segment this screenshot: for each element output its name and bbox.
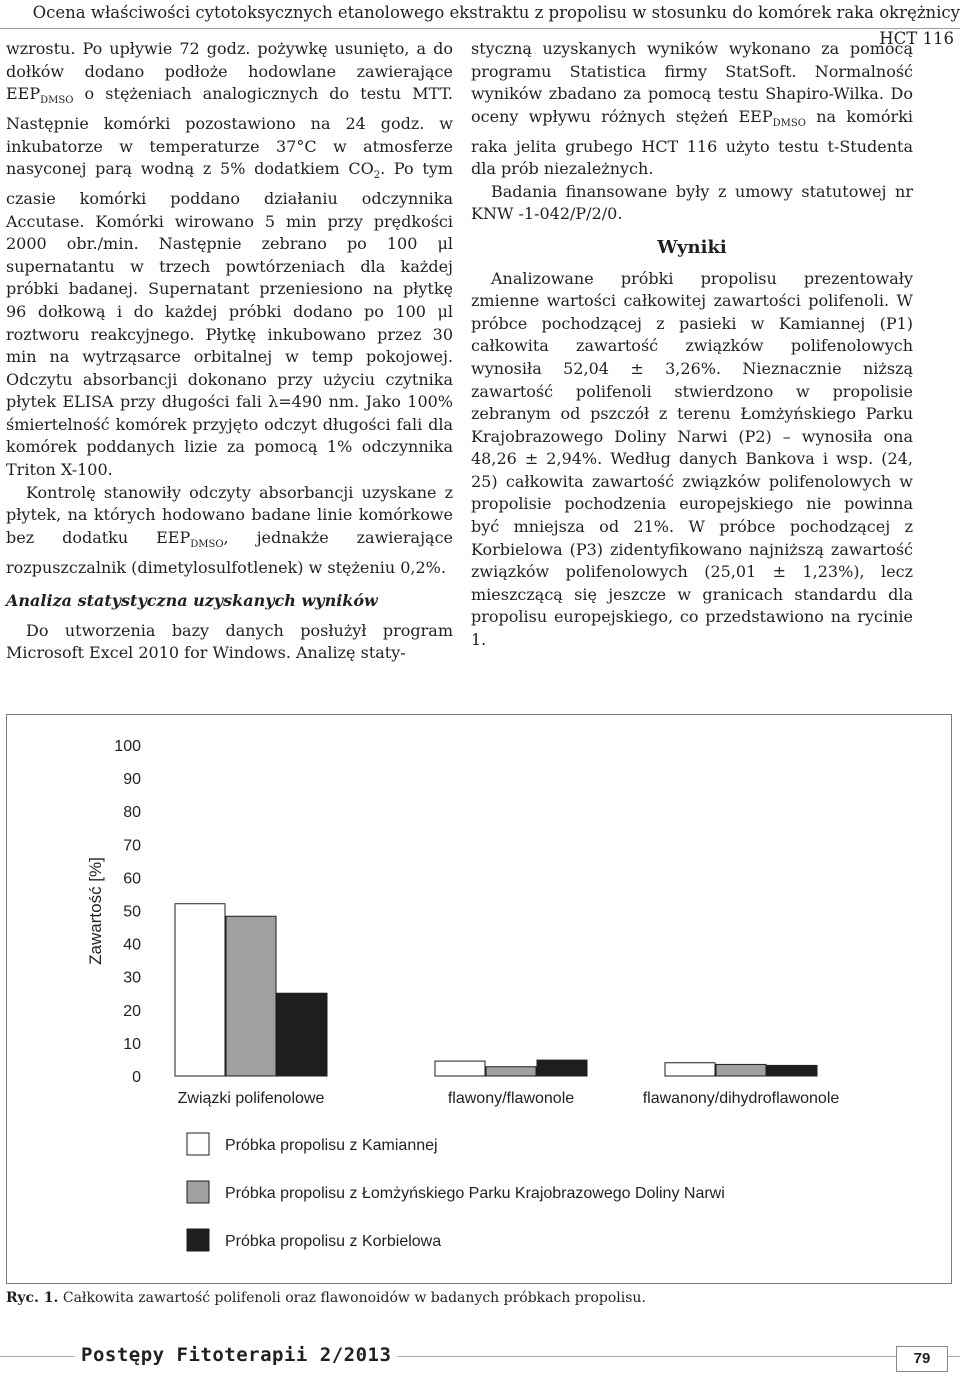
paragraph: Kontrolę stanowiły odczyty absorbancji uzyskane z płytek, na których hodowano badane linie komórkowe bez dodatku $EEP_{DMSO}$, jednakże zawierające rozpuszczalnik (dimetylosulfotlenek) w stężeniu 0,2%. xyxy=(6,482,453,577)
bar xyxy=(767,1065,817,1076)
bar xyxy=(175,904,225,1076)
legend-swatch xyxy=(187,1133,209,1155)
page-footer xyxy=(0,1338,960,1374)
legend-label: Próbka propolisu z Kamiannej xyxy=(225,1137,438,1154)
x-category-label: flawony/flawonole xyxy=(447,1090,575,1107)
running-header xyxy=(0,0,960,48)
caption-label: Ryc. 1. xyxy=(6,1290,59,1306)
y-axis-title: Zawartość [%] xyxy=(86,857,105,965)
bar xyxy=(435,1061,485,1076)
legend-swatch xyxy=(187,1229,209,1251)
y-tick-label: 70 xyxy=(123,837,141,855)
section-heading: Analiza statystyczna uzyskanych wyników xyxy=(6,591,378,611)
legend-label: Próbka propolisu z Korbielowa xyxy=(225,1233,442,1250)
page-number: 79 xyxy=(896,1346,948,1372)
legend-swatch xyxy=(187,1181,209,1203)
y-tick-label: 20 xyxy=(123,1002,141,1020)
section-heading: Wyniki xyxy=(657,236,727,258)
figure-caption xyxy=(6,1290,646,1306)
figure-frame xyxy=(6,714,952,1284)
y-tick-label: 50 xyxy=(123,903,141,921)
bar xyxy=(486,1067,536,1076)
x-category-label: flawanony/dihydroflawonole xyxy=(642,1090,840,1107)
bar xyxy=(226,916,276,1076)
y-tick-label: 100 xyxy=(114,738,141,755)
paragraph: wzrostu. Po upływie 72 godz. pożywkę usunięto, a do dołków dodano podłoże hodowlane zawierające $EEP_{DMSO}$ o stężeniach analogicznych do testu MTT. Następnie komórki pozostawiono na 24 godz. w inkubatorze w temperaturze 37°C w atmosferze nasyconej parą wodną z 5% dodatkiem $CO_2$. Po tym czasie komórki poddano działaniu odczynnika Accutase. Komórki wirowano 5 min przy prędkości 2000 obr./min. Następnie zebrano po 100 μl supernatantu w trzech powtórzeniach dla każdej próbki badanej. Supernatant przeniesiono na płytkę 96 dołkową i do każdej próbki dodano po 100 μl roztworu reakcyjnego. Płytkę inkubowano przez 30 min na wytrząsarce orbitalnej w temp pokojowej. Odczytu absorbancji dokonano przy użyciu czytnika płytek ELISA przy długości fali λ=490 nm. Jako 100% śmiertelność komórek przyjęto odczyt długości fali dla komórek poddanych lizie za pomocą 1% odczynnika Triton X-100. xyxy=(6,39,453,480)
y-tick-label: 80 xyxy=(123,804,141,822)
x-category-label: Związki polifenolowe xyxy=(177,1090,325,1107)
y-tick-label: 90 xyxy=(123,771,141,789)
y-tick-label: 30 xyxy=(123,969,141,987)
bar xyxy=(665,1063,715,1076)
right-column xyxy=(471,38,913,652)
legend-label: Próbka propolisu z Łomżyńskiego Parku Krajobrazowego Doliny Narwi xyxy=(225,1185,725,1202)
bar xyxy=(277,993,327,1076)
bar-chart xyxy=(7,715,951,1283)
y-tick-label: 60 xyxy=(123,870,141,888)
paragraph: Badania finansowane były z umowy statutowej nr KNW -1-042/P/2/0. xyxy=(471,181,913,224)
y-tick-label: 0 xyxy=(132,1069,141,1086)
left-column xyxy=(6,38,453,665)
bar xyxy=(716,1064,766,1076)
bar xyxy=(537,1060,587,1076)
y-tick-label: 10 xyxy=(123,1035,141,1053)
paragraph: Analizowane próbki propolisu prezentowały zmienne wartości całkowitej zawartości polifenoli. W próbce pochodzącej z pasieki w Kamiannej (P1) całkowita zawartość związków polifenolowych wynosiła 52,04 ± 3,26%. Nieznacznie niższą zawartość polifenoli stwierdzono w propolisie zebranym od pszczół z terenu Łomżyńskiego Parku Krajobrazowego Doliny Narwi (P2) – wynosiła ona 48,26 ± 2,94%. Według danych Bankova i wsp. (24, 25) całkowita zawartość związków polifenolowych w propolisie pochodzenia europejskiego nie powinna być mniejsza od 21%. W próbce pochodzącej z Korbielowa (P3) zidentyfikowano najniższą zawartość związków polifenolowych (25,01 ± 1,23%), lecz mieszczącą się jeszcze w granicach standardu dla propolisu europejskiego, co przedstawiono na rycinie 1. xyxy=(471,268,913,650)
y-tick-label: 40 xyxy=(123,936,141,954)
header-title: Ocena właściwości cytotoksycznych etanolowego ekstraktu z propolisu w stosunku do komórek raka okrężnicy HCT 116 xyxy=(32,3,960,48)
paragraph: styczną uzyskanych wyników wykonano za pomocą programu Statistica firmy StatSoft. Normalność wyników zbadano za pomocą testu Shapiro-Wilka. Do oceny wpływu różnych stężeń $EEP_{DMSO}$ na komórki raka jelita grubego HCT 116 użyto testu t-Studenta dla prób niezależnych. xyxy=(471,39,913,179)
paragraph: Do utworzenia bazy danych posłużył program Microsoft Excel 2010 for Windows. Analizę staty- xyxy=(6,620,453,663)
journal-name: Postępy Fitoterapii 2/2013 xyxy=(75,1344,397,1366)
caption-text: Całkowita zawartość polifenoli oraz flawonoidów w badanych próbkach propolisu. xyxy=(58,1290,646,1306)
